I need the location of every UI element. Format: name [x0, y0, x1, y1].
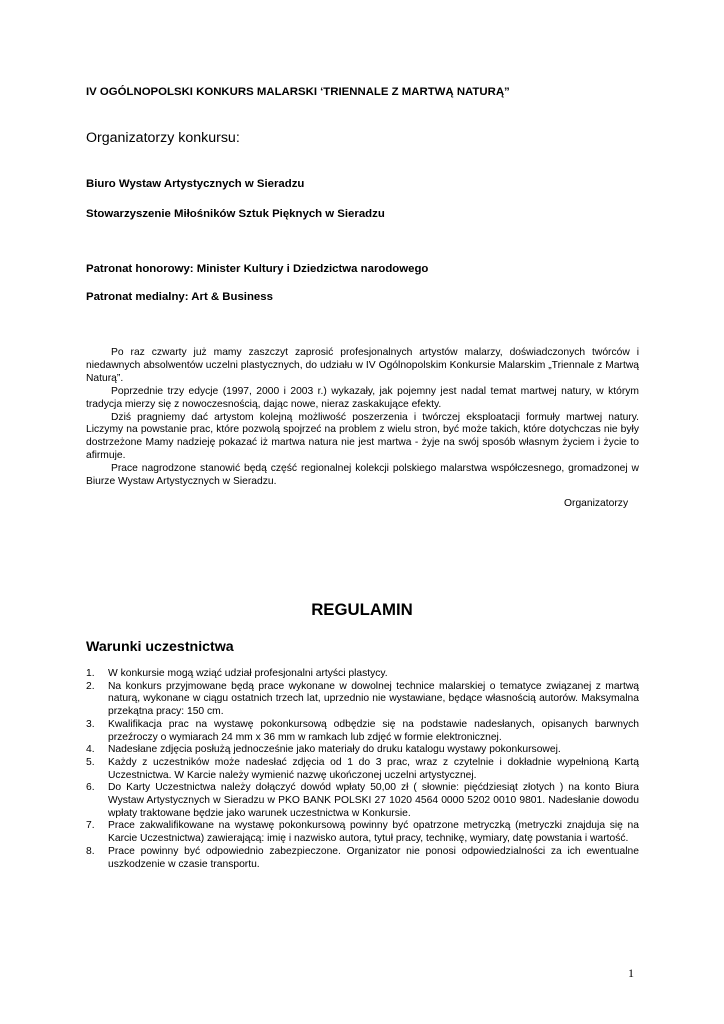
list-text: Do Karty Uczestnictwa należy dołączyć dowód wpłaty 50,00 zł ( słownie: pięćdziesiąt złotych ) na konto Biura Wystaw Artystycznych w Sieradzu w PKO BANK POLSKI 27 1020 4564 0000 5202 0010 9801. Nadesłanie dowodu wpłaty traktowane będzie jako warunek uczestnictwa w Konkursie. — [108, 782, 639, 819]
list-number: 8. — [86, 845, 95, 857]
list-text: Na konkurs przyjmowane będą prace wykonane w dowolnej technice malarskiej o tematyce związanej z martwą naturą, wykonane w ciągu ostatnich trzech lat, uprzednio nie wystawiane, będące własnością autorów. Maksymalna przekątna pracy: 150 cm. — [108, 680, 639, 718]
organizer-society: Stowarzyszenie Miłośników Sztuk Pięknych w Sieradzu — [86, 208, 385, 220]
regulations-heading: REGULAMIN — [311, 600, 413, 619]
signoff: Organizatorzy — [564, 498, 629, 509]
document-title: IV OGÓLNOPOLSKI KONKURS MALARSKI ‘TRIENNALE Z MARTWĄ NATURĄ” — [86, 86, 510, 98]
list-text: Każdy z uczestników może nadesłać zdjęcia od 1 do 3 prac, wraz z czytelnie i dokładnie wypełnioną Kartą Uczestnictwa. W Karcie należy wymienić nazwę ukończonej uczelni artystycznej. — [108, 756, 639, 781]
list-number: 1. — [86, 668, 95, 679]
list-number: 3. — [86, 718, 95, 730]
list-item — [86, 757, 639, 782]
list-number: 2. — [86, 680, 95, 692]
list-item — [86, 744, 639, 757]
list-item — [86, 846, 639, 871]
list-text: Prace zakwalifikowane na wystawę pokonkursową powinny być opatrzone metryczką (metryczki znajduja się na Karcie Uczestnictwa) zawierającą: imię i nazwisko autora, tytuł pracy, technikę, wymiary, datę powstania i wartość. — [108, 820, 639, 845]
list-item — [86, 668, 639, 681]
list-number: 4. — [86, 744, 95, 756]
section-title: Warunki uczestnictwa — [86, 639, 234, 655]
list-text: W konkursie mogą wziąć udział profesjonalni artyści plastycy. — [108, 668, 388, 679]
intro-text — [86, 347, 639, 489]
honorary-patronage: Patronat honorowy: Minister Kultury i Dziedzictwa narodowego — [86, 263, 429, 275]
list-item — [86, 719, 639, 744]
list-text: Nadesłane zdjęcia posłużą jednocześnie jako materiały do druku katalogu wystawy pokonkursowej. — [108, 744, 561, 756]
intro-paragraph-1: Po raz czwarty już mamy zaszczyt zaprosić profesjonalnych artystów malarzy, doświadczonych twórców i niedawnych absolwentów uczelni plastycznych, do udziału w IV Ogólnopolskim Konkursie Malarskim „Triennale z Martwą Naturą”. — [86, 347, 639, 384]
intro-paragraph-2: Poprzednie trzy edycje (1997, 2000 i 2003 r.) wykazały, jak pojemny jest nadal temat martwej natury, w którym tradycja mierzy się z nowoczesnością, dając nowe, nieraz zaskakujące efekty. — [86, 385, 639, 410]
list-number: 5. — [86, 756, 95, 768]
list-text: Kwalifikacja prac na wystawę pokonkursową odbędzie się na podstawie nadesłanych, opisanych barwnych przeźroczy o wymiarach 24 mm x 36 mm w ramkach lub zdjęć w formie elektronicznej. — [108, 718, 639, 743]
list-text: Prace powinny być odpowiednio zabezpieczone. Organizator nie ponosi odpowiedzialności za ich ewentualne uszkodzenie w czasie transportu. — [108, 845, 639, 870]
organizer-bwa: Biuro Wystaw Artystycznych w Sieradzu — [86, 178, 305, 190]
page-number: 1 — [628, 966, 634, 980]
media-patronage: Patronat medialny: Art & Business — [86, 291, 273, 303]
list-number: 6. — [86, 782, 95, 794]
intro-paragraph-3: Dziś pragniemy dać artystom kolejną możliwość poszerzenia i twórczej eksploatacji formuły martwej natury. Liczymy na powstanie prac, które pozwolą spojrzeć na problem z wielu stron, być może takich, które dotychczas nie były dostrzeżone Mamy nadzieję pokazać iż martwa natura nie jest martwa - żyje na swój sposób własnym życiem i życie to afirmuje. — [86, 411, 639, 462]
organizers-label: Organizatorzy konkursu: — [86, 130, 240, 146]
list-item — [86, 820, 639, 845]
list-number: 7. — [86, 820, 95, 832]
rules-list — [86, 668, 639, 871]
intro-paragraph-4: Prace nagrodzone stanowić będą część regionalnej kolekcji polskiego malarstwa współczesnego, gromadzonej w Biurze Wystaw Artystycznych w Sieradzu. — [86, 463, 639, 488]
list-item — [86, 681, 639, 719]
list-item — [86, 782, 639, 820]
